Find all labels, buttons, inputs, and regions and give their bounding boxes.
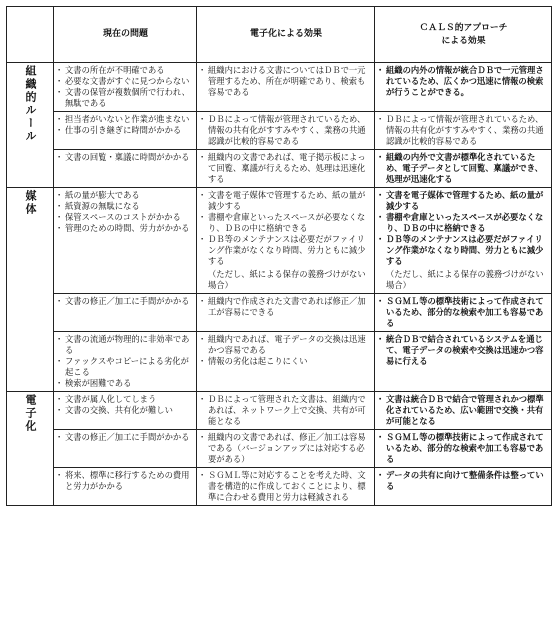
digitization-cell xyxy=(197,294,375,332)
header-cals-line1: ＣＡＬＳ的アプローチ xyxy=(419,22,508,33)
cals-cell-note: （ただし、紙による保存の義務づけがない場合） xyxy=(386,269,544,290)
list-item: ・ 将来、標準に移行するための費用と労力がかかる xyxy=(58,470,193,492)
problems-cell-list xyxy=(58,394,193,416)
category-cell xyxy=(7,188,54,392)
digitization-cell-note: （ただし、紙による保存の義務づけがない場合） xyxy=(208,269,366,290)
digitization-cell xyxy=(197,430,375,468)
digitization-cell-list xyxy=(201,296,371,318)
list-item: ・ 文書の所在が不明確である xyxy=(58,65,193,76)
list-item: ・ ＤＢによって管理された文書は、組織内であれば、ネットワーク上で交換、共有が可能となる xyxy=(201,394,371,427)
cals-cell xyxy=(375,112,552,150)
problems-cell xyxy=(54,63,197,112)
comparison-table xyxy=(6,6,552,506)
digitization-cell xyxy=(197,468,375,506)
cals-cell xyxy=(375,294,552,332)
problems-cell-list xyxy=(58,152,193,163)
digitization-cell xyxy=(197,188,375,294)
list-item: ・ 保管スペースのコストがかかる xyxy=(58,212,193,223)
digitization-cell xyxy=(197,150,375,188)
list-item: ・ 組織内で作成された文書であれば修正／加工が容易にできる xyxy=(201,296,371,318)
cals-cell xyxy=(375,63,552,112)
table-row xyxy=(7,112,552,150)
list-item: ・ 文書の修正／加工に手間がかかる xyxy=(58,296,193,307)
cals-cell-list xyxy=(379,470,548,492)
comparison-table-container xyxy=(6,6,552,506)
list-item: ・ 管理のための時間、労力がかかる xyxy=(58,223,193,234)
digitization-cell xyxy=(197,112,375,150)
table-row xyxy=(7,392,552,430)
list-item: ・ 文書が属人化してしまう xyxy=(58,394,193,405)
list-item: ・ ＳＧＭＬ等に対応することを考えた時、文書を構造的に作成しておくことにより、標準に合わせる費用と労力は軽減される xyxy=(201,470,371,503)
list-item: ・ ＳＧＭＬ等の標準技術によって作成されているため、部分的な検索や加工も容易である xyxy=(379,296,548,329)
category-cell xyxy=(7,63,54,188)
list-item: ・ 情報の劣化は起こりにくい xyxy=(201,356,371,367)
cals-cell-list xyxy=(379,432,548,465)
problems-cell xyxy=(54,468,197,506)
cals-cell-list xyxy=(379,114,548,147)
problems-cell xyxy=(54,332,197,392)
digitization-cell xyxy=(197,332,375,392)
table-row xyxy=(7,188,552,294)
cals-cell-list xyxy=(379,152,548,185)
table-row xyxy=(7,332,552,392)
header-cals-effects xyxy=(375,7,552,63)
list-item: ・ ＤＢ等のメンテナンスは必要だがファイリング作業がなくなり時間、労力ともに減少する xyxy=(201,234,371,267)
cals-cell-list xyxy=(379,65,548,98)
digitization-cell xyxy=(197,63,375,112)
list-item: ・ 検索が困難である xyxy=(58,378,193,389)
list-item: ・ 文書は統合ＤＢで結合で管理されかつ標準化されているため、広い範囲で交換・共有が可能となる xyxy=(379,394,548,427)
problems-cell-list xyxy=(58,65,193,109)
table-row xyxy=(7,468,552,506)
list-item: ・ 紙資源の無駄になる xyxy=(58,201,193,212)
header-row xyxy=(7,7,552,63)
digitization-cell-list xyxy=(201,114,371,147)
list-item: ・ 組織内であれば、電子データの交換は迅速かつ容易である xyxy=(201,334,371,356)
digitization-cell-list xyxy=(201,190,371,267)
table-body xyxy=(7,63,552,506)
problems-cell xyxy=(54,392,197,430)
cals-cell-list xyxy=(379,394,548,427)
problems-cell xyxy=(54,188,197,294)
digitization-cell-list xyxy=(201,470,371,503)
cals-cell-list xyxy=(379,334,548,367)
problems-cell xyxy=(54,430,197,468)
cals-cell-list xyxy=(379,190,548,267)
list-item: ・ 仕事の引き継ぎに時間がかかる xyxy=(58,125,193,136)
list-item: ・ ＤＢ等のメンテナンスは必要だがファイリング作業がなくなり時間、労力ともに減少する xyxy=(379,234,548,267)
problems-cell-list xyxy=(58,114,193,136)
category-label: 組織的ルール xyxy=(24,65,37,143)
list-item: ・ 文書の流通が物理的に非効率である xyxy=(58,334,193,356)
table-row xyxy=(7,294,552,332)
list-item: ・ 書棚や倉庫といったスペースが必要なくなり、ＤＢの中に格納できる xyxy=(379,212,548,234)
category-label: 媒体 xyxy=(24,190,37,216)
list-item: ・ ＤＢによって情報が管理されているため、情報の共有化がすすみやすく、業務の共通認識が比較的容易である xyxy=(201,114,371,147)
digitization-cell-list xyxy=(201,394,371,427)
cals-cell-list xyxy=(379,296,548,329)
list-item: ・ 文書の修正／加工に手間がかかる xyxy=(58,432,193,443)
digitization-cell-list xyxy=(201,65,371,98)
list-item: ・ ＤＢによって情報が管理されているため、情報の共有化がすすみやすく、業務の共通認識が比較的容易である xyxy=(379,114,548,147)
list-item: ・ 文書の回覧・稟議に時間がかかる xyxy=(58,152,193,163)
list-item: ・ 担当者がいないと作業が進まない xyxy=(58,114,193,125)
list-item: ・ 必要な文書がすぐに見つからない xyxy=(58,76,193,87)
problems-cell-list xyxy=(58,432,193,443)
digitization-cell-list xyxy=(201,432,371,465)
problems-cell xyxy=(54,150,197,188)
category-cell xyxy=(7,392,54,506)
list-item: ・ 文書を電子媒体で管理するため、紙の量が減少する xyxy=(379,190,548,212)
list-item: ・ 統合ＤＢで結合されているシステムを通じて、電子データの検索や交換は迅速かつ容易に行える xyxy=(379,334,548,367)
problems-cell-list xyxy=(58,190,193,234)
list-item: ・ 文書を電子媒体で管理するため、紙の量が減少する xyxy=(201,190,371,212)
digitization-cell xyxy=(197,392,375,430)
cals-cell xyxy=(375,392,552,430)
cals-cell xyxy=(375,468,552,506)
list-item: ・ 組織の内外で文書が標準化されているため、電子データとして回覧、稟議ができ、処理が迅速化する xyxy=(379,152,548,185)
list-item: ・ 書棚や倉庫といったスペースが必要なくなり、ＤＢの中に格納できる xyxy=(201,212,371,234)
header-current-problems: 現在の問題 xyxy=(54,7,197,63)
header-digitization-effects: 電子化による効果 xyxy=(197,7,375,63)
digitization-cell-list xyxy=(201,152,371,185)
cals-cell xyxy=(375,332,552,392)
category-label: 電子化 xyxy=(24,394,37,433)
list-item: ・ ＳＧＭＬ等の標準技術によって作成されているため、部分的な検索や加工も容易である xyxy=(379,432,548,465)
cals-cell xyxy=(375,430,552,468)
header-category xyxy=(7,7,54,63)
list-item: ・ 組織内の文書であれば、修正／加工は容易である（バージョンアップには対応する必要がある） xyxy=(201,432,371,465)
header-cals-line2: による効果 xyxy=(441,35,486,46)
problems-cell xyxy=(54,294,197,332)
problems-cell-list xyxy=(58,296,193,307)
list-item: ・ 文書の保管が複数個所で行われ、無駄である xyxy=(58,87,193,109)
list-item: ・ 組織の内外の情報が統合ＤＢで一元管理されているため、広くかつ迅速に情報の検索が行うことができる。 xyxy=(379,65,548,98)
cals-cell xyxy=(375,150,552,188)
list-item: ・ 文書の交換、共有化が難しい xyxy=(58,405,193,416)
problems-cell xyxy=(54,112,197,150)
cals-cell xyxy=(375,188,552,294)
list-item: ・ 組織内における文書についてはＤＢで一元管理するため、所在が明確であり、検索も容易である xyxy=(201,65,371,98)
digitization-cell-list xyxy=(201,334,371,367)
problems-cell-list xyxy=(58,334,193,389)
list-item: ・ データの共有に向けて整備条件は整っている xyxy=(379,470,548,492)
list-item: ・ 紙の量が膨大である xyxy=(58,190,193,201)
list-item: ・ 組織内の文書であれば、電子掲示板によって回覧、稟議が行えるため、処理は迅速化する xyxy=(201,152,371,185)
table-row xyxy=(7,150,552,188)
problems-cell-list xyxy=(58,470,193,492)
table-row xyxy=(7,430,552,468)
list-item: ・ ファックスやコピーによる劣化が起こる xyxy=(58,356,193,378)
table-row xyxy=(7,63,552,112)
